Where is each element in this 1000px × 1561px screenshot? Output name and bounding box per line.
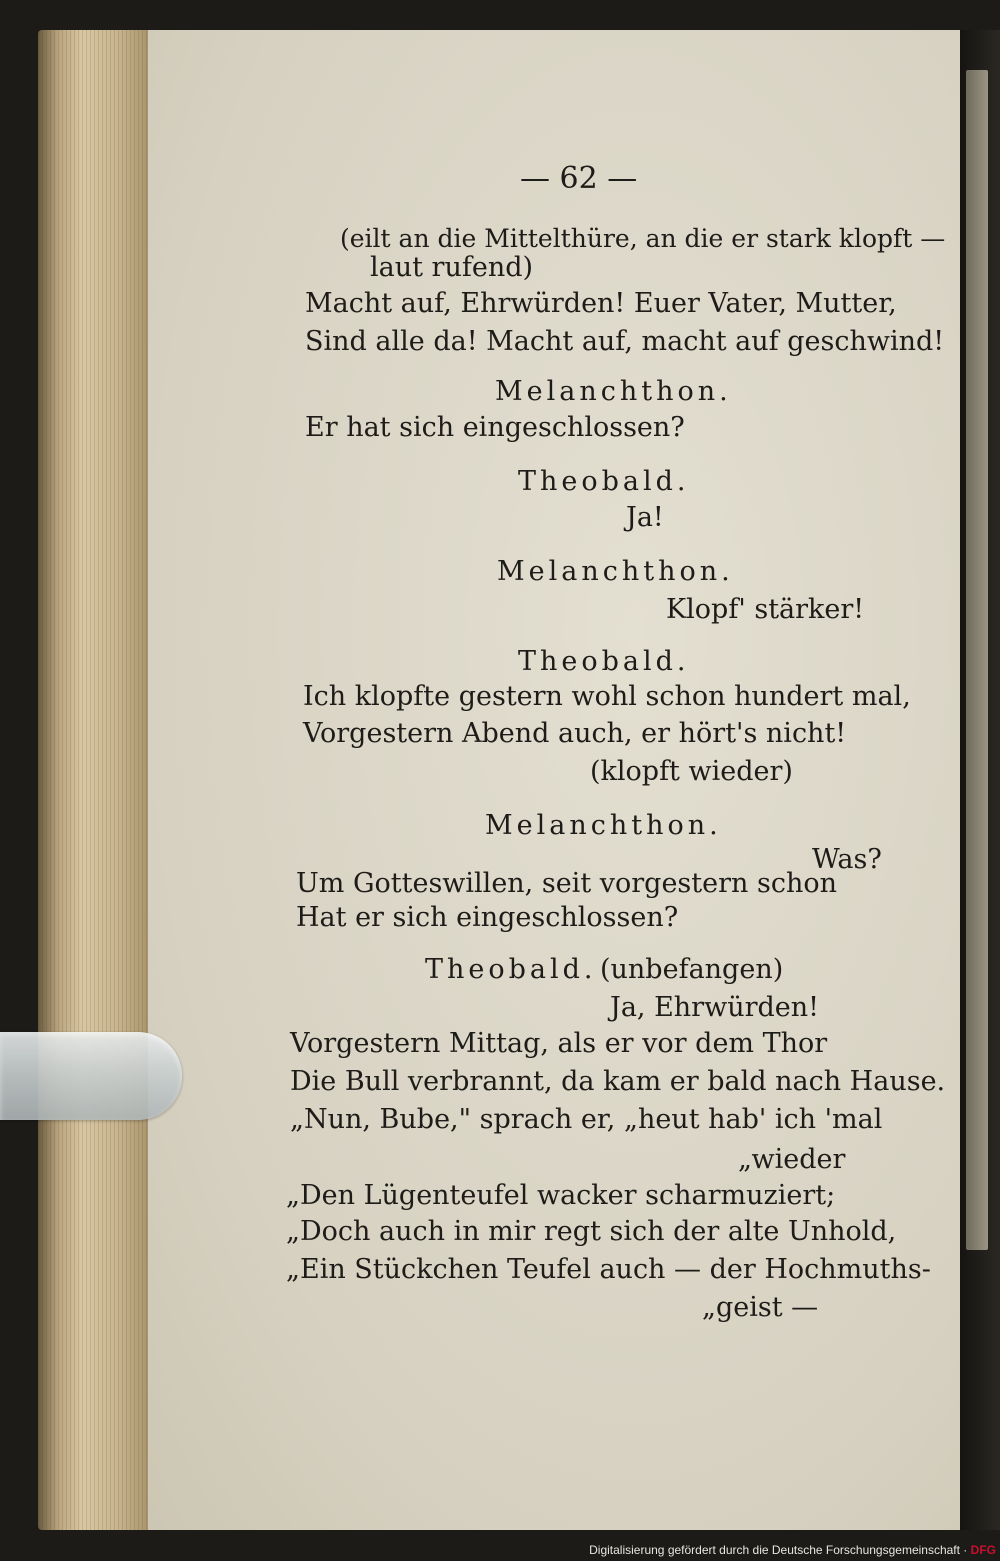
- verse-line: „wieder: [738, 1144, 846, 1175]
- verse-line: „Den Lügenteufel wacker scharmuziert;: [286, 1180, 836, 1211]
- verse-line: „Nun, Bube," sprach er, „heut hab' ich 'mal: [290, 1104, 883, 1135]
- verse-line: Die Bull verbrannt, da kam er bald nach Hause.: [290, 1066, 946, 1097]
- facing-page-strip: [960, 30, 1000, 1530]
- stage-direction: laut rufend): [370, 252, 534, 283]
- credit-text: Digitalisierung gefördert durch die Deutsche Forschungsgemeinschaft ·: [589, 1543, 968, 1557]
- dfg-logo: DFG: [970, 1543, 996, 1557]
- speaker-name: Theobald.: [425, 954, 597, 985]
- page-number: — 62 —: [520, 161, 638, 196]
- verse-line: Sind alle da! Macht auf, macht auf geschwind!: [305, 326, 945, 357]
- verse-line: Hat er sich eingeschlossen?: [296, 902, 679, 933]
- digitization-credit: [560, 1543, 996, 1557]
- verse-line: Um Gotteswillen, seit vorgestern schon: [296, 868, 838, 899]
- verse-line: Ja!: [626, 502, 664, 533]
- stage-direction: (unbefangen): [600, 954, 784, 985]
- verse-line: Er hat sich eingeschlossen?: [305, 412, 685, 443]
- speaker-name: Theobald.: [518, 646, 690, 677]
- verse-line: Vorgestern Abend auch, er hört's nicht!: [303, 718, 847, 749]
- verse-line: Ja, Ehrwürden!: [610, 992, 819, 1023]
- speaker-name: Theobald.: [518, 466, 690, 497]
- speaker-name: Melanchthon.: [485, 810, 722, 841]
- book-page-edges: [38, 30, 150, 1530]
- verse-line: „Doch auch in mir regt sich der alte Unhold,: [286, 1216, 897, 1247]
- glass-page-holder: [0, 1032, 182, 1120]
- verse-line: Macht auf, Ehrwürden! Euer Vater, Mutter,: [305, 288, 897, 319]
- stage-direction: (eilt an die Mittelthüre, an die er stark klopft —: [340, 224, 946, 253]
- speaker-name: Melanchthon.: [495, 376, 732, 407]
- book-page: [148, 30, 960, 1530]
- verse-line: Ich klopfte gestern wohl schon hundert mal,: [303, 681, 911, 712]
- stage-direction: (klopft wieder): [590, 756, 793, 787]
- verse-line: „geist —: [702, 1292, 819, 1323]
- verse-line: Was?: [812, 844, 882, 875]
- verse-line: Vorgestern Mittag, als er vor dem Thor: [290, 1028, 828, 1059]
- verse-line: Klopf' stärker!: [666, 594, 865, 625]
- verse-line: „Ein Stückchen Teufel auch — der Hochmuths-: [286, 1254, 931, 1285]
- speaker-name: Melanchthon.: [497, 556, 734, 587]
